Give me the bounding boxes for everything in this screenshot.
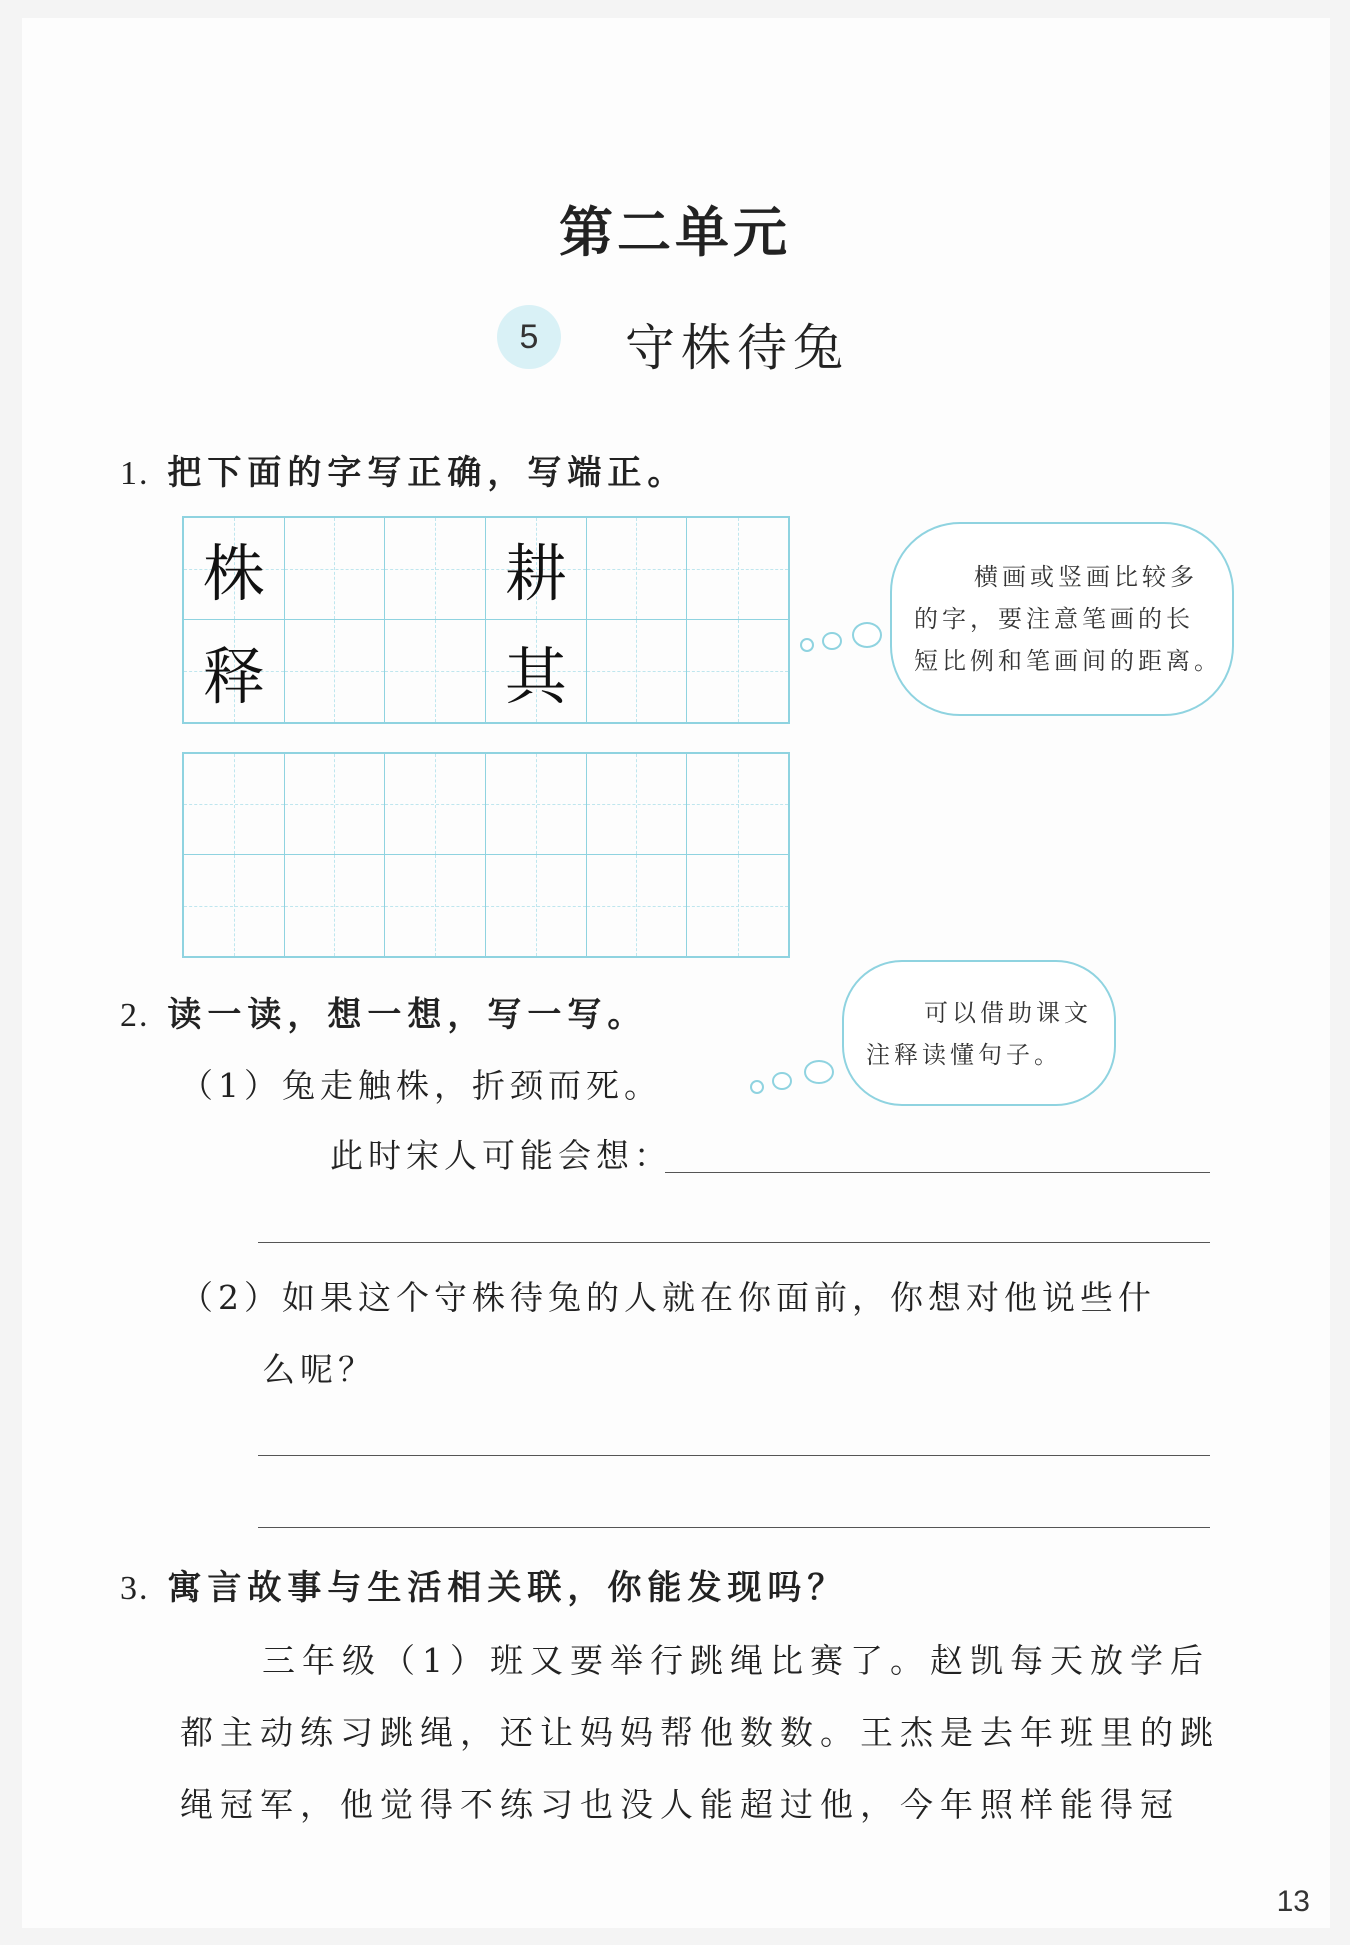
grid-cell[interactable] [184,855,285,956]
tip-line: 的字，要注意笔画的长 [914,605,1194,633]
paragraph-line: 绳冠军，他觉得不练习也没人能超过他，今年照样能得冠 [180,1785,1180,1824]
question-2 [120,987,647,1036]
answer-line[interactable] [258,1527,1210,1528]
tip-bubble-1 [890,522,1234,716]
grid-cell[interactable] [687,855,788,956]
thought-dot [852,622,882,648]
grid-cell[interactable] [285,855,386,956]
item-2 [180,1272,1156,1319]
item-2-label: （2） [180,1278,282,1317]
item-1-lead: 此时宋人可能会想： [330,1136,672,1175]
thought-dot [822,632,842,650]
thought-dot [804,1060,834,1084]
item-1 [180,1060,662,1107]
tip-line: 可以借助课文 [924,999,1092,1027]
tip-line: 横画或竖画比较多 [974,563,1198,591]
grid-cell[interactable] [385,754,486,855]
question-1-number: 1. [120,455,150,492]
grid-cell[interactable] [184,518,285,620]
question-1 [120,445,687,494]
grid-cell[interactable] [385,855,486,956]
writing-grid-1[interactable] [182,516,790,724]
question-3-number: 3. [120,1570,150,1607]
grid-cell[interactable] [687,620,788,722]
model-character: 耕 [504,537,567,610]
item-1-text: 兔走触株，折颈而死。 [282,1066,662,1105]
grid-cell[interactable] [587,620,688,722]
model-character: 株 [202,537,265,610]
item-2-text-cont: 么呢？ [262,1350,376,1389]
item-1-label: （1） [180,1066,282,1105]
thought-dot [750,1080,764,1094]
grid-cell[interactable] [687,754,788,855]
question-2-prompt: 读一读，想一想，写一写。 [167,995,648,1035]
grid-cell[interactable] [486,855,587,956]
writing-grid-2[interactable] [182,752,790,958]
grid-cell[interactable] [285,620,386,722]
grid-cell[interactable] [184,620,285,722]
tip-line: 短比例和笔画间的距离。 [914,647,1222,675]
grid-cell[interactable] [285,518,386,620]
grid-cell[interactable] [184,754,285,855]
grid-cell[interactable] [587,855,688,956]
question-1-prompt: 把下面的字写正确，写端正。 [167,453,688,493]
grid-cell[interactable] [587,518,688,620]
grid-cell[interactable] [385,518,486,620]
thought-dot [772,1072,792,1090]
paragraph-line: 都主动练习跳绳，还让妈妈帮他数数。王杰是去年班里的跳 [180,1713,1220,1752]
grid-cell[interactable] [385,620,486,722]
lesson-title: 守株待兔 [625,319,849,377]
model-character: 其 [504,639,567,713]
tip-bubble-2 [842,960,1116,1106]
lesson-number-badge: 5 [497,305,561,369]
tip-line: 注释读懂句子。 [866,1041,1062,1069]
grid-cell[interactable] [687,518,788,620]
grid-cell[interactable] [587,754,688,855]
grid-cell[interactable] [486,754,587,855]
item-2-text: 如果这个守株待兔的人就在你面前，你想对他说些什 [282,1278,1156,1317]
page-number: 13 [1276,1885,1310,1918]
question-2-number: 2. [120,997,150,1034]
answer-line[interactable] [258,1242,1210,1243]
grid-cell[interactable] [285,754,386,855]
answer-line[interactable] [665,1172,1210,1173]
answer-line[interactable] [258,1455,1210,1456]
question-3 [120,1560,847,1609]
paragraph-line: 三年级（1）班又要举行跳绳比赛了。赵凯每天放学后 [262,1641,1210,1680]
unit-title: 第二单元 [559,201,791,264]
grid-cell[interactable] [486,518,587,620]
thought-dot [800,638,814,652]
grid-cell[interactable] [486,620,587,722]
question-3-prompt: 寓言故事与生活相关联，你能发现吗？ [167,1568,848,1608]
model-character: 释 [202,639,265,713]
